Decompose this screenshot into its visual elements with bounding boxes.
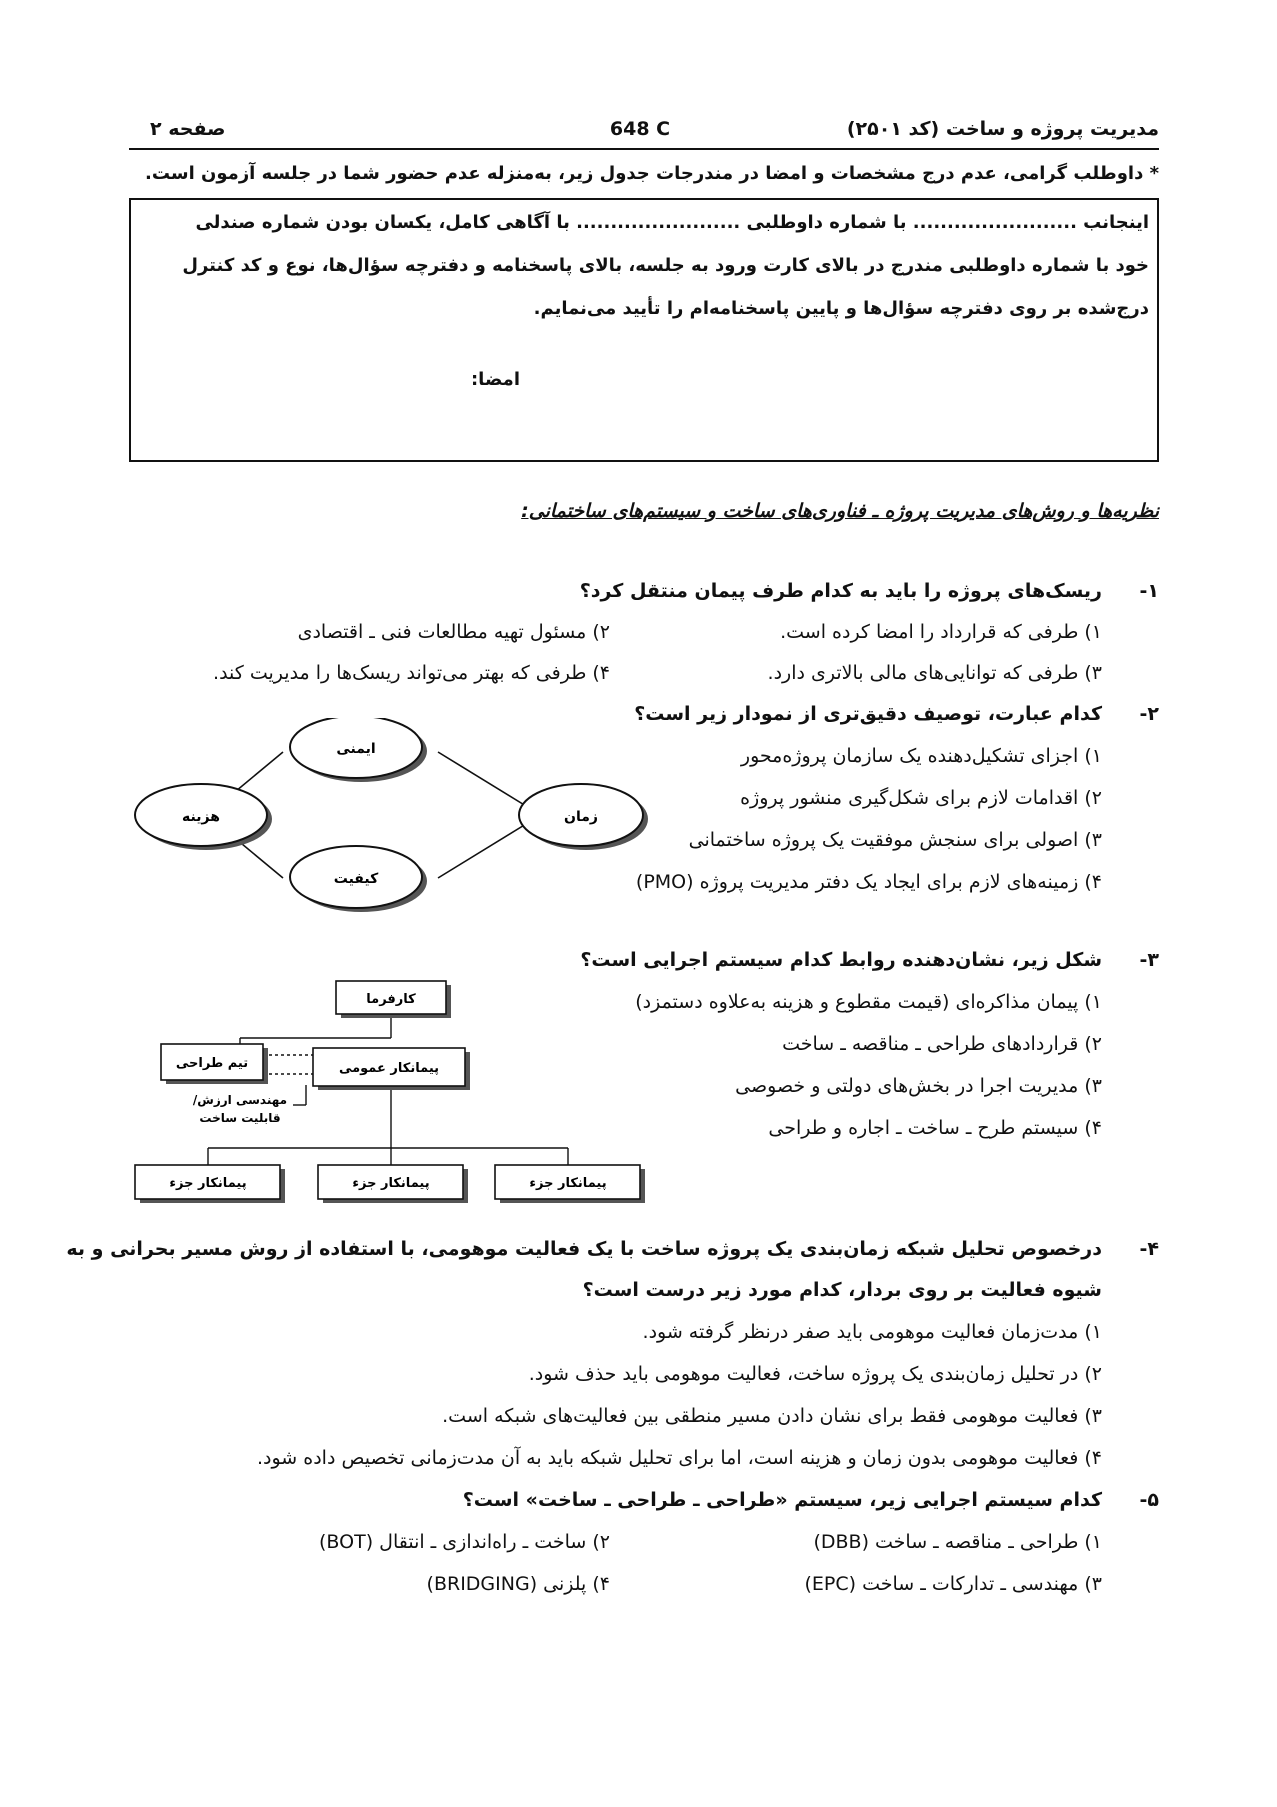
section-title: نظریه‌ها و روش‌های مدیریت پروژه ـ فناوری‌های ساخت و سیستم‌های ساختمانی: [521,500,1159,522]
header-booklet-code: 648 C [609,118,671,140]
question-2-option-4[interactable]: ۴) زمینه‌های لازم برای ایجاد یک دفتر مدیریت پروژه (PMO) [635,871,1102,893]
question-1-option-3[interactable]: ۳) طرفی که توانایی‌های مالی بالاتری دارد. [767,662,1102,684]
delivery-system-org-chart [128,980,668,1205]
question-1-text: ریسک‌های پروژه را باید به کدام طرف پیمان منتقل کرد؟ [579,580,1102,602]
org-value-engineering-label-1: مهندسی ارزش/ [192,1093,288,1107]
question-3-text: شکل زیر، نشان‌دهنده روابط کدام سیستم اجرایی است؟ [580,949,1102,971]
question-2-option-1[interactable]: ۱) اجزای تشکیل‌دهنده یک سازمان پروژه‌محور [740,745,1102,767]
question-5-option-2[interactable]: ۲) ساخت ـ راه‌اندازی ـ انتقال (BOT) [319,1531,610,1553]
question-5-option-1[interactable]: ۱) طراحی ـ مناقصه ـ ساخت (DBB) [813,1531,1102,1553]
node-cost [135,784,272,850]
question-2-number: ۲- [1139,703,1159,725]
question-1-number: ۱- [1139,580,1159,602]
question-5-option-3[interactable]: ۳) مهندسی ـ تدارکات ـ ساخت (EPC) [804,1573,1102,1595]
org-design-team-box [161,1044,268,1084]
org-subcontractor-2-box [318,1165,468,1203]
question-2-option-2[interactable]: ۲) اقدامات لازم برای شکل‌گیری منشور پروژه [740,787,1102,809]
org-subcontractor-3-box [495,1165,645,1203]
success-factors-diagram [128,718,648,918]
question-4-option-1[interactable]: ۱) مدت‌زمان فعالیت موهومی باید صفر درنظر گرفته شود. [642,1321,1102,1343]
question-3-option-3[interactable]: ۳) مدیریت اجرا در بخش‌های دولتی و خصوصی [735,1075,1102,1097]
question-2-option-3[interactable]: ۳) اصولی برای سنجش موفقیت یک پروژه ساختمانی [688,829,1102,851]
notice-text: * داوطلب گرامی، عدم درج مشخصات و امضا در مندرجات جدول زیر، به‌منزله عدم حضور شما در جلسه آزمون است. [145,163,1159,184]
question-2-text: کدام عبارت، توصیف دقیق‌تری از نمودار زیر است؟ [634,703,1102,725]
question-4-option-2[interactable]: ۲) در تحلیل زمان‌بندی یک پروژه ساخت، فعالیت موهومی باید حذف شود. [528,1363,1102,1385]
org-subcontractor-3-label: پیمانکار جزء [529,1176,607,1191]
signature-label: امضا: [470,369,520,390]
question-4-text-line-2: شیوه فعالیت بر روی بردار، کدام مورد زیر درست است؟ [582,1279,1102,1301]
org-general-contractor-box [313,1048,470,1090]
org-subcontractor-1-label: پیمانکار جزء [169,1176,247,1191]
question-4-option-4[interactable]: ۴) فعالیت موهومی بدون زمان و هزینه است، اما برای تحلیل شبکه باید به آن مدت‌زمانی تخصیص داده شود. [256,1447,1102,1469]
header-page-number: صفحه ۲ [150,118,226,140]
node-cost-label: هزینه [182,809,220,825]
question-4-option-3[interactable]: ۳) فعالیت موهومی فقط برای نشان دادن مسیر منطقی بین فعالیت‌های شبکه است. [442,1405,1102,1427]
node-time-label: زمان [564,809,598,825]
question-3-option-4[interactable]: ۴) سیستم طرح ـ ساخت ـ اجاره و طراحی [768,1117,1102,1139]
node-quality [290,846,427,912]
org-design-team-label: تیم طراحی [175,1056,249,1071]
declaration-line-3: درج‌شده بر روی دفترچه سؤال‌ها و پایین پاسخنامه‌ام را تأیید می‌نمایم. [533,298,1149,319]
declaration-line-2: خود با شماره داوطلبی مندرج در بالای کارت ورود به جلسه، بالای پاسخنامه و دفترچه سؤال‌ها، نوع و کد کنترل [182,255,1149,276]
node-safety [290,718,427,782]
org-general-contractor-label: پیمانکار عمومی [338,1061,440,1076]
node-safety-label: ایمنی [336,741,376,757]
question-1-option-4[interactable]: ۴) طرفی که بهتر می‌تواند ریسک‌ها را مدیریت کند. [213,662,610,684]
question-5-text: کدام سیستم اجرایی زیر، سیستم «طراحی ـ طراحی ـ ساخت» است؟ [462,1489,1102,1511]
org-owner-box [336,981,451,1018]
node-time [519,784,648,850]
question-3-number: ۳- [1139,949,1159,971]
header-divider [129,148,1159,150]
question-5-option-4[interactable]: ۴) پلزنی (BRIDGING) [426,1573,610,1595]
declaration-line-1: اینجانب ........................ با شماره داوطلبی ........................ با آگاهی کامل، یکسان بودن شماره صندلی [195,212,1149,233]
question-5-number: ۵- [1139,1489,1159,1511]
org-chart-connectors [208,1018,568,1165]
header-course-title: مدیریت پروژه و ساخت (کد ۲۵۰۱) [846,118,1159,140]
org-value-engineering-label-2: قابلیت ساخت [199,1111,281,1125]
question-1-option-2[interactable]: ۲) مسئول تهیه مطالعات فنی ـ اقتصادی [297,621,610,643]
org-owner-label: کارفرما [366,992,416,1007]
question-4-text-line-1: درخصوص تحلیل شبکه زمان‌بندی یک پروژه ساخت با یک فعالیت موهومی، با استفاده از روش مسیر بحرانی و به [66,1238,1102,1260]
org-subcontractor-2-label: پیمانکار جزء [352,1176,430,1191]
node-quality-label: کیفیت [333,871,379,887]
question-3-option-2[interactable]: ۲) قراردادهای طراحی ـ مناقصه ـ ساخت [782,1033,1102,1055]
org-subcontractor-1-box [135,1165,285,1203]
question-4-number: ۴- [1139,1238,1159,1260]
question-3-option-1[interactable]: ۱) پیمان مذاکره‌ای (قیمت مقطوع و هزینه به‌علاوه دستمزد) [635,991,1102,1013]
question-1-option-1[interactable]: ۱) طرفی که قرارداد را امضا کرده است. [780,621,1102,643]
